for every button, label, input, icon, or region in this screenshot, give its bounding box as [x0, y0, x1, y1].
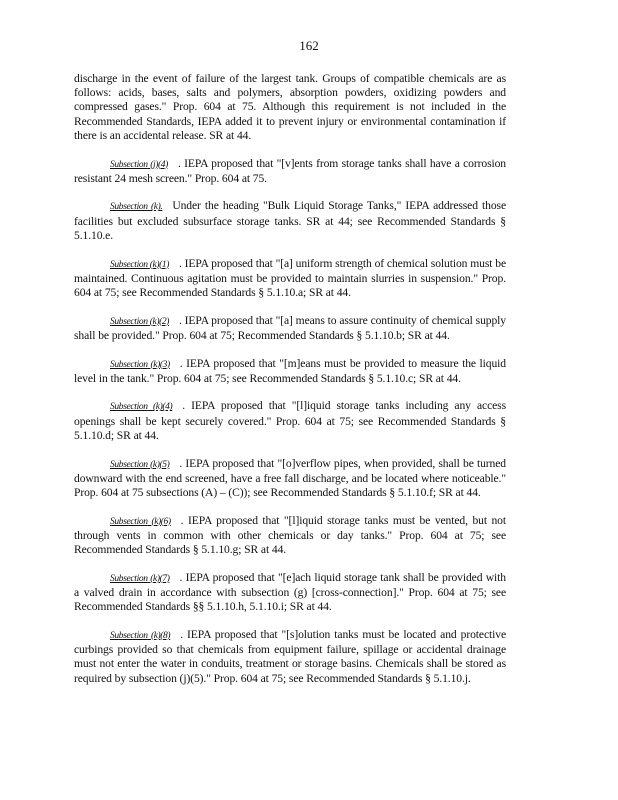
- paragraph-intro: [74, 72, 506, 143]
- subsection-heading: Subsection (k)(2): [110, 316, 169, 327]
- paragraph-text: . IEPA proposed that "[m]eans must be provided to measure the liquid level in the tank." Prop. 604 at 75; see Recommended Standards § 5.1.10.c; SR at 44.: [74, 356, 506, 385]
- subsection-heading: Subsection (k)(1): [110, 259, 169, 270]
- subsection-heading: Subsection (k)(4): [110, 402, 173, 413]
- document-body: [74, 72, 506, 699]
- subsection-heading: Subsection (j)(4): [110, 159, 168, 170]
- paragraph-subsection-k5: [74, 457, 506, 501]
- paragraph-subsection-k3: [74, 357, 506, 386]
- paragraph-text: discharge in the event of failure of the largest tank. Groups of compatible chemicals are as follows: acids, bases, salts and polymers, absorption powders, oxidizing powders and compressed gases." Prop. 604 at 75. Although this requirement is not included in the Recommended Standards, IEPA added it to prevent injury or environmental contamination if there is an accidental release. SR at 44.: [74, 72, 506, 142]
- paragraph-subsection-k4: [74, 399, 506, 443]
- paragraph-subsection-k1: [74, 257, 506, 301]
- paragraph-subsection-k7: [74, 571, 506, 615]
- paragraph-subsection-k: [74, 199, 506, 243]
- subsection-heading: Subsection (k).: [110, 202, 163, 213]
- subsection-heading: Subsection (k)(7): [110, 573, 170, 584]
- paragraph-text: . IEPA proposed that "[o]verflow pipes, when provided, shall be turned downward with the end screened, have a free fall discharge, and be located where noticeable." Prop. 604 at 75 subsections (A) – (C)); see Recommended Standards § 5.1.10.f; SR at 44.: [74, 456, 506, 499]
- paragraph-subsection-k8: [74, 628, 506, 686]
- subsection-heading: Subsection (k)(6): [110, 516, 171, 527]
- paragraph-text: . IEPA proposed that "[e]ach liquid storage tank shall be provided with a valved drain in accordance with subsection (g) [cross-connection]." Prop. 604 at 75; see Recommended Standards §§ 5.1.10.h, 5.1.10.i; SR at 44.: [74, 570, 506, 614]
- paragraph-text: . IEPA proposed that "[v]ents from storage tanks shall have a corrosion resistant 24 mesh screen." Prop. 604 at 75.: [74, 156, 506, 185]
- paragraph-subsection-j4: [74, 157, 506, 186]
- subsection-heading: Subsection (k)(5): [110, 459, 170, 470]
- paragraph-text: Under the heading "Bulk Liquid Storage Tanks," IEPA addressed those facilities but excluded subsurface storage tanks. SR at 44; see Recommended Standards § 5.1.10.e.: [74, 199, 506, 242]
- paragraph-text: . IEPA proposed that "[l]iquid storage tanks including any access openings shall be kept securely covered." Prop. 604 at 75; see Recommended Standards § 5.1.10.d; SR at 44.: [74, 399, 506, 442]
- paragraph-text: . IEPA proposed that "[a] means to assure continuity of chemical supply shall be provided." Prop. 604 at 75; Recommended Standards § 5.1.10.b; SR at 44.: [74, 313, 506, 342]
- subsection-heading: Subsection (k)(8): [110, 630, 171, 641]
- paragraph-text: . IEPA proposed that "[l]iquid storage tanks must be vented, but not through vents in common with other chemicals or day tanks." Prop. 604 at 75; see Recommended Standards § 5.1.10.g; SR at 44.: [74, 513, 507, 557]
- paragraph-text: . IEPA proposed that "[a] uniform strength of chemical solution must be maintained. Continuous agitation must be provided to maintain slurries in suspension." Prop. 604 at 75; see Recommended Standards § 5.1.10.a; SR at 44.: [74, 256, 506, 299]
- paragraph-subsection-k2: [74, 314, 506, 343]
- paragraph-text: . IEPA proposed that "[s]olution tanks must be located and protective curbings provided so that chemicals from equipment failure, spillage or accidental drainage must not enter the water in conduits, treatment or storage basins. Chemicals shall be stored as required by subsection (j)(5)." Prop. 604 at 75; see Recommended Standards § 5.1.10.j.: [74, 627, 506, 685]
- paragraph-subsection-k6: [74, 514, 506, 558]
- subsection-heading: Subsection (k)(3): [110, 359, 170, 370]
- page-number: 162: [299, 38, 319, 53]
